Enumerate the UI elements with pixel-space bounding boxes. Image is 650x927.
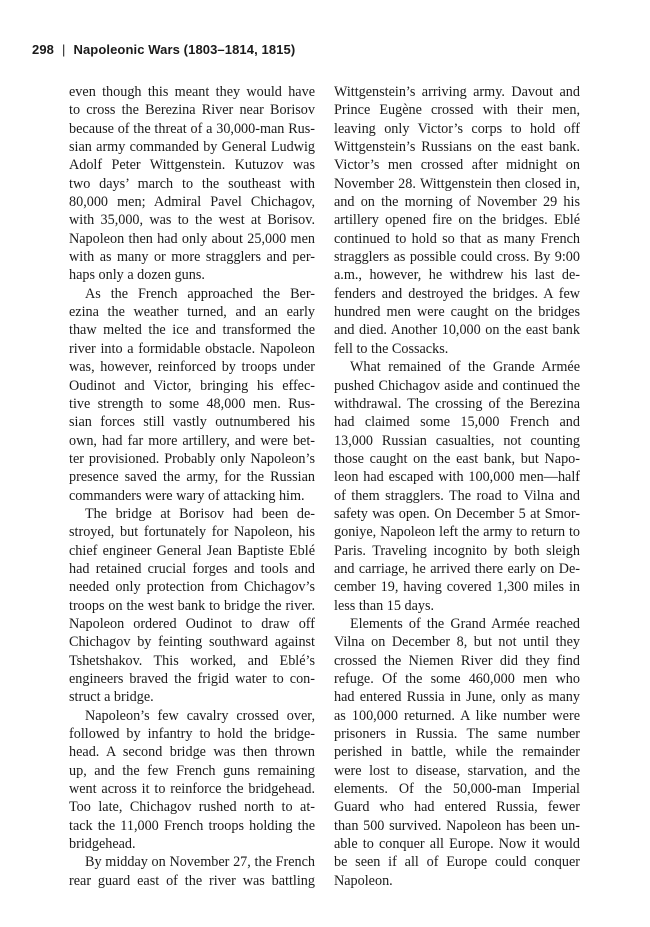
text-line: leon had escaped with 100,000 men—half — [334, 469, 580, 486]
text-line: cember 19, having covered 1,300 miles in — [334, 579, 580, 596]
text-line: Too late, Chichagov rushed north to at- — [69, 799, 315, 816]
text-line: a.m., however, he withdrew his last de- — [334, 267, 580, 284]
text-line: be seen if all of Europe could conquer — [334, 854, 580, 871]
text-line: Tshetshakov. This worked, and Eblé’s — [69, 652, 315, 669]
header-separator: | — [62, 42, 66, 57]
text-line: By midday on November 27, the French — [85, 854, 315, 871]
text-line: river into a formidable obstacle. Napoleon — [69, 340, 315, 357]
text-line: goniye, Napoleon left the army to return to — [334, 524, 580, 541]
text-line: Oudinot and Victor, bringing his effec- — [69, 377, 315, 394]
text-line: than 500 survived. Napoleon has been un- — [334, 817, 580, 834]
text-line: Wittgenstein’s arriving army. Davout and — [334, 84, 580, 100]
text-line: and carriage, he arrived there early on De- — [334, 560, 580, 577]
text-line: with as many or more stragglers and per- — [69, 249, 315, 266]
text-line: engineers braved the frigid water to con- — [69, 671, 315, 687]
text-line: November 28. Wittgenstein then closed in, — [334, 175, 580, 192]
text-line: Prince Eugène crossed with their men, — [334, 102, 580, 119]
text-line: tack the 11,000 French troops holding the — [69, 817, 315, 834]
text-line: Napoleon. — [334, 872, 393, 889]
text-line: hundred men were caught on the bridges — [334, 304, 580, 321]
text-line: went across it to reinforce the bridgehead. — [69, 781, 315, 798]
text-line: The bridge at Borisov had been de- — [85, 505, 315, 522]
text-line: Elements of the Grand Armée reached — [350, 615, 580, 632]
text-line: of them stragglers. The road to Vilna and — [334, 487, 580, 504]
text-line: perished in battle, while the remainder — [334, 744, 580, 761]
text-line: Paris. Traveling incognito by both sleigh — [334, 542, 580, 559]
text-line: Napoleon’s few cavalry crossed over, — [85, 707, 315, 724]
text-line: two days’ march to the southeast with — [69, 175, 315, 192]
text-line: Guard who had entered Russia, fewer — [334, 799, 580, 816]
text-line: as 100,000 returned. A like number were — [334, 707, 580, 724]
text-line: stroyed, but fortunately for Napoleon, his — [69, 524, 315, 541]
text-line: Vilna on December 8, but not until they — [334, 634, 580, 651]
text-line: rear guard east of the river was battling — [69, 872, 315, 889]
text-line: needed only protection from Chichagov’s — [69, 579, 315, 596]
text-line: had entered Russia in June, only as many — [334, 689, 580, 706]
text-line: with 35,000, was to the west at Borisov. — [69, 212, 315, 229]
text-line: stragglers as possible could cross. By 9:00 — [334, 249, 580, 266]
text-line: Napoleon then had only about 25,000 men — [69, 230, 315, 247]
text-line: fenders and destroyed the bridges. A few — [334, 285, 580, 302]
text-line: presence saved the army, for the Russian — [69, 469, 315, 486]
text-line: safety was open. On December 5 at Smor- — [334, 505, 580, 522]
text-line: pushed Chichagov aside and continued the — [334, 377, 580, 394]
text-line: troops on the west bank to bridge the river. — [69, 597, 315, 614]
text-column-right — [334, 83, 580, 890]
text-column-left — [69, 83, 315, 890]
text-line: prisoners in Russia. The same number — [334, 726, 580, 743]
page-number: 298 — [32, 42, 54, 57]
text-line: artillery opened fire on the bridges. Eblé — [334, 212, 580, 229]
text-line: haps only a dozen guns. — [69, 267, 205, 284]
text-line: sian army commanded by General Ludwig — [69, 139, 315, 156]
text-line: and died. Another 10,000 on the east bank — [334, 322, 580, 339]
text-line: elements. Of the 50,000-man Imperial — [334, 781, 580, 798]
text-line: tive strength to some 48,000 men. Rus- — [69, 395, 315, 412]
text-line: 80,000 men; Admiral Pavel Chichagov, — [69, 194, 315, 211]
text-line: had claimed some 15,000 French and — [334, 414, 580, 431]
text-line: followed by infantry to hold the bridge- — [69, 726, 315, 743]
text-line: chief engineer General Jean Baptiste Eblé — [69, 542, 315, 559]
text-line: and on the morning of November 29 his — [334, 194, 580, 211]
text-line: Adolf Peter Wittgenstein. Kutuzov was — [69, 157, 315, 174]
text-line: leaving only Victor’s corps to hold off — [334, 120, 580, 137]
text-line: thaw melted the ice and transformed the — [69, 322, 315, 339]
text-line: head. A second bridge was then thrown — [69, 744, 315, 761]
text-line: As the French approached the Ber- — [85, 285, 315, 302]
text-line: struct a bridge. — [69, 689, 154, 706]
text-line: continued to hold so that as many French — [334, 230, 580, 247]
text-line: Chichagov by feinting southward against — [69, 634, 315, 651]
text-line: because of the threat of a 30,000-man Rus- — [69, 120, 315, 137]
text-line: ter provisioned. Probably only Napoleon’s — [69, 450, 315, 467]
text-line: fell to the Cossacks. — [334, 340, 449, 357]
text-line: own, had far more artillery, and were bet- — [69, 432, 315, 449]
text-line: Victor’s men crossed after midnight on — [334, 157, 580, 174]
running-head — [32, 42, 295, 57]
text-line: even though this meant they would have — [69, 84, 315, 100]
text-line: sian forces still vastly outnumbered his — [69, 414, 315, 431]
text-line: up, and the few French guns remaining — [69, 762, 315, 779]
text-line: 13,000 Russian casualties, not counting — [334, 432, 580, 449]
text-line: those caught on the east bank, but Napo- — [334, 450, 580, 467]
text-line: What remained of the Grande Armée — [350, 359, 580, 376]
text-line: ezina the weather turned, and an early — [69, 304, 315, 321]
text-line: withdrawal. The crossing of the Berezina — [334, 395, 580, 412]
text-line: bridgehead. — [69, 836, 136, 853]
text-line: less than 15 days. — [334, 597, 435, 614]
text-line: crossed the Niemen River did they find — [334, 652, 580, 669]
text-line: Napoleon ordered Oudinot to draw off — [69, 615, 315, 632]
text-line: was, however, reinforced by troops under — [69, 359, 315, 376]
text-line: had retained crucial forges and tools and — [69, 560, 315, 577]
chapter-title: Napoleonic Wars (1803–1814, 1815) — [73, 42, 296, 57]
text-line: refuge. Of the some 460,000 men who — [334, 671, 580, 687]
text-line: Wittgenstein’s Russians on the east bank. — [334, 139, 580, 156]
text-line: were lost to disease, starvation, and the — [334, 762, 580, 779]
text-line: able to conquer all Europe. Now it would — [334, 836, 580, 853]
text-line: to cross the Berezina River near Borisov — [69, 102, 315, 119]
text-line: commanders were wary of attacking him. — [69, 487, 305, 504]
